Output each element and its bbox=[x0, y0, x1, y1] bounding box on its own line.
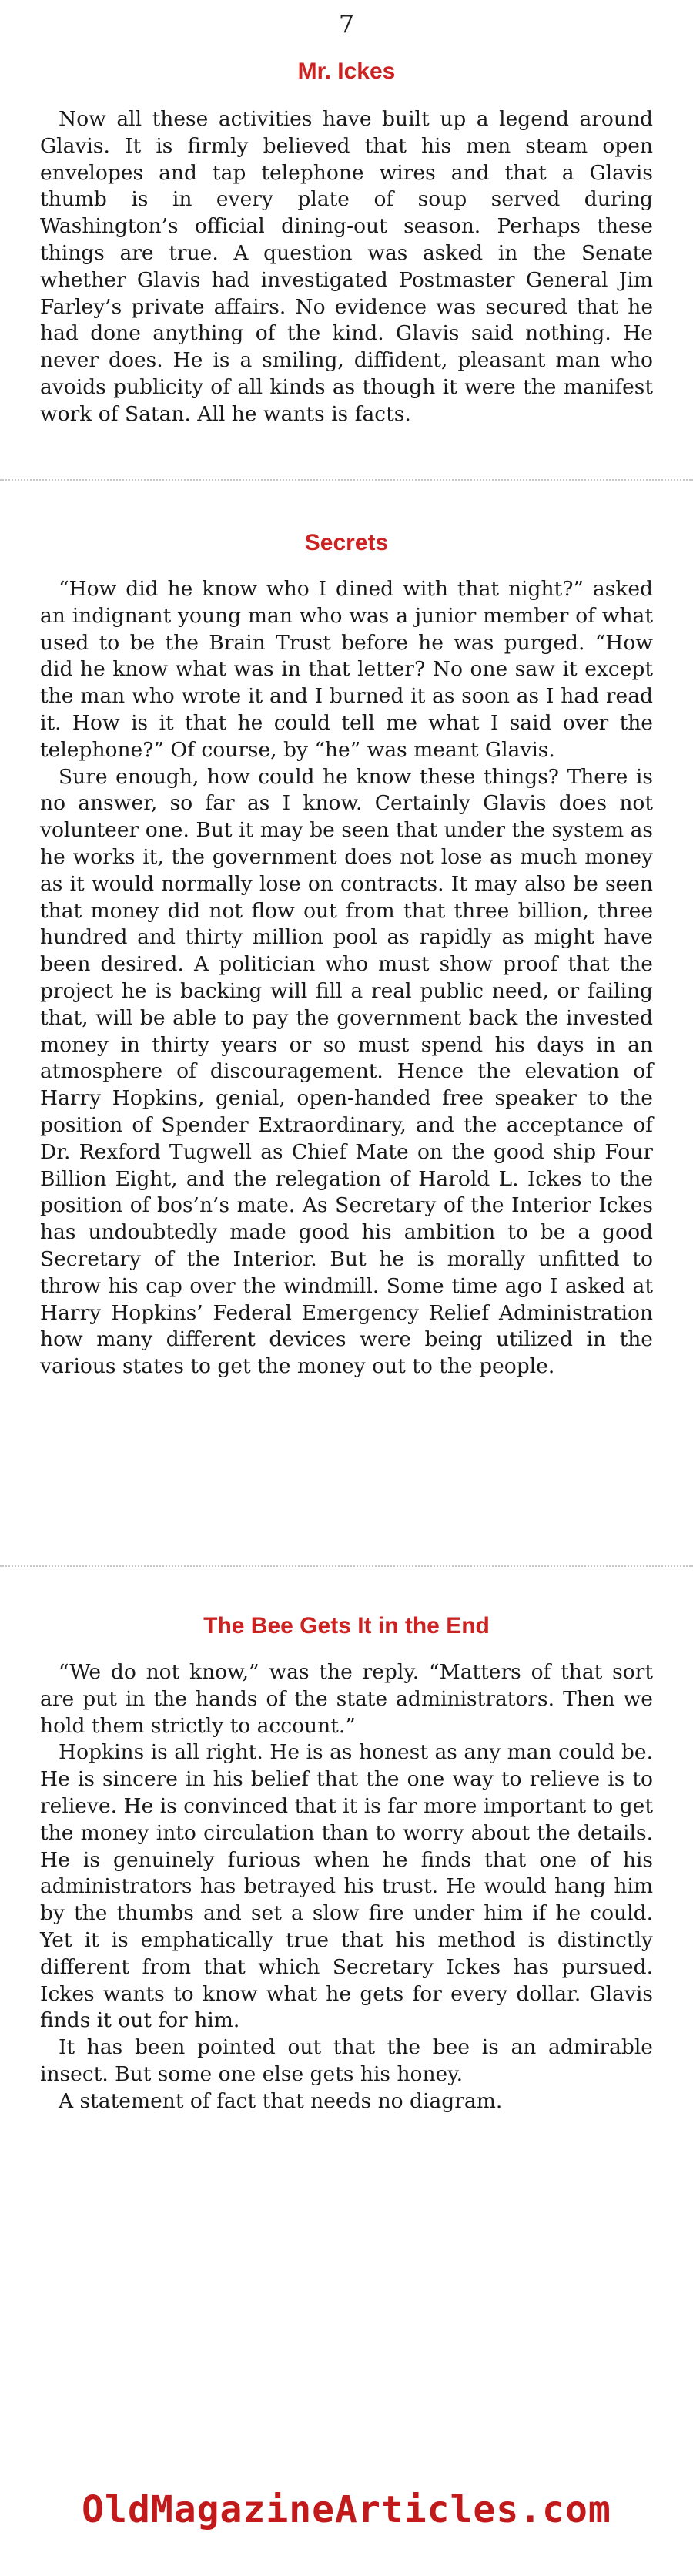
section-heading-mr-ickes: Mr. Ickes bbox=[297, 59, 396, 84]
page-number: 7 bbox=[338, 9, 355, 39]
section-heading-the-bee: The Bee Gets It in the End bbox=[203, 1613, 490, 1639]
site-watermark-footer: OldMagazineArticles.com bbox=[82, 2488, 611, 2531]
paragraph: It has been pointed out that the bee is an admirable insect. But some one else gets his honey. bbox=[40, 2035, 653, 2086]
section-divider bbox=[0, 1565, 693, 1567]
paragraph: Hopkins is all right. He is as honest as any man could be. He is sincere in his belief that the one way to relieve is to relieve. He is convinced that it is far more important to get the money into circulation than to worry about the details. He is genuinely furious when he finds that one of his administrators has betrayed his trust. He would hang him by the thumbs and set a slow fire under him if he could. Yet it is emphatically true that his method is distinctly different from that which Secretary Ickes has pursued. Ickes wants to know what he gets for every dollar. Glavis finds it out for him. bbox=[40, 1740, 653, 2033]
section-secrets bbox=[40, 576, 653, 1380]
paragraph: A statement of fact that needs no diagram. bbox=[59, 2088, 503, 2113]
section-heading-secrets: Secrets bbox=[304, 530, 389, 555]
section-the-bee bbox=[40, 1659, 653, 2115]
paragraph: “How did he know who I dined with that night?” asked an indignant young man who was a junior member of what used to be the Brain Trust before he was purged. “How did he know what was in that letter? No one saw it except the man who wrote it and I burned it as soon as I had read it. How is it that he could tell me what I said over the telephone?” Of course, by “he” was meant Glavis. bbox=[40, 577, 653, 762]
section-divider bbox=[0, 479, 693, 481]
paragraph: Now all these activities have built up a legend around Glavis. It is firmly believed that his men steam open envelopes and tap telephone wires and that a Glavis thumb is in every plate of soup served during Washington’s official dining-out season. Perhaps these things are true. A question was asked in the Senate whether Glavis had investigated Postmaster General Jim Farley’s private affairs. No evidence was secured that he had done anything of the kind. Glavis said nothing. He never does. He is a smiling, diffident, pleasant man who avoids publicity of all kinds as though it were the manifest work of Satan. All he wants is facts. bbox=[40, 107, 653, 426]
section-mr-ickes bbox=[40, 106, 653, 428]
paragraph: “We do not know,” was the reply. “Matters of that sort are put in the hands of the state administrators. Then we hold them strictly to account.” bbox=[40, 1660, 653, 1738]
paragraph: Sure enough, how could he know these things? There is no answer, so far as I know. Certainly Glavis does not volunteer one. But it may be seen that under the system as he works it, the government does not lose as much money as it would normally lose on contracts. It may also be seen that money did not flow out from that three billion, three hundred and thirty million pool as rapidly as might have been desired. A politician who must show proof that the project he is backing will fill a real public need, or failing that, will be able to pay the government back the invested money in thirty years or so must spend his days in an atmosphere of discouragement. Hence the elevation of Harry Hopkins, genial, open-handed free speaker to the position of Spender Extraordinary, and the acceptance of Dr. Rexford Tugwell as Chief Mate on the good ship Four Billion Eight, and the relegation of Harold L. Ickes to the position of bos’n’s mate. As Secretary of the Interior Ickes has undoubtedly made good his ambition to be a good Secretary of the Interior. But he is morally unfitted to throw his cap over the windmill. Some time ago I asked at Harry Hopkins’ Federal Emergency Relief Administration how many different devices were being utilized in the various states to get the money out to the people. bbox=[40, 764, 653, 1379]
